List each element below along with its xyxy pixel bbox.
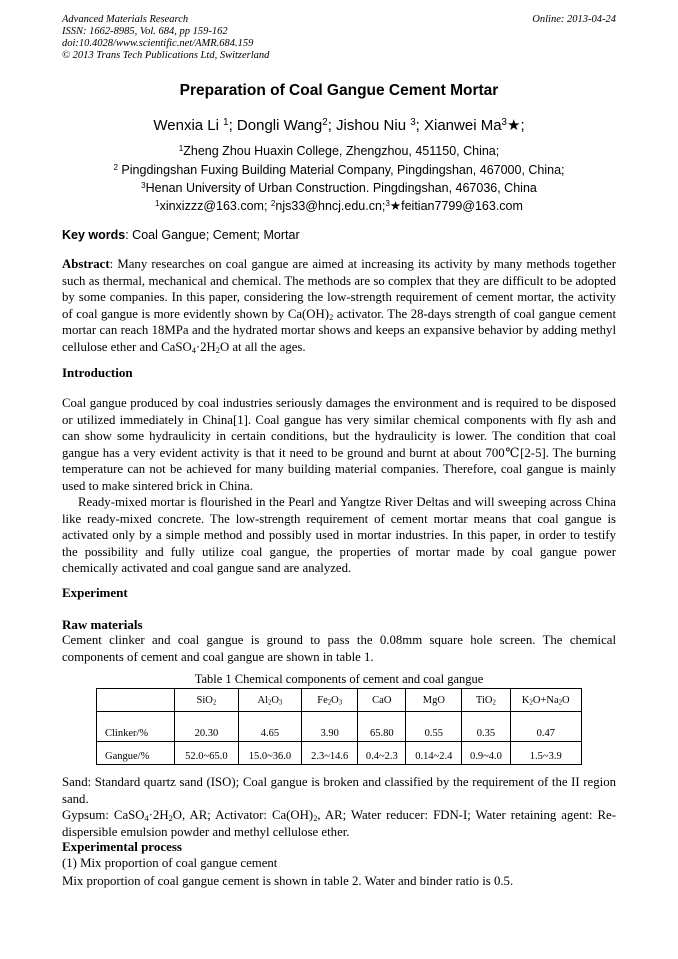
header-fe2o3: $Fe_2O_3$ — [302, 689, 358, 712]
subscript: 2 — [313, 814, 318, 824]
author-emails — [0, 197, 678, 216]
affil-mark: 1 — [155, 198, 160, 208]
subscript: 2 — [215, 345, 220, 355]
affiliation-2 — [0, 161, 678, 180]
subscript: 2 — [168, 814, 173, 824]
materials-text-span: Gypsum: CaSO — [62, 808, 145, 822]
table-cell: 0.47 — [510, 712, 581, 742]
page-header — [62, 14, 616, 62]
table-cell: 0.35 — [462, 712, 510, 742]
table-cell: 0.14~2.4 — [406, 742, 462, 765]
chemical-components-table — [96, 688, 582, 765]
author-list-end: ; — [520, 117, 525, 134]
author-name: ; Xianwei Ma — [415, 117, 502, 134]
header-al2o3: $Al_2O_3$ — [238, 689, 302, 712]
author-name: ; Dongli Wang — [228, 117, 323, 134]
table-header-row — [97, 689, 582, 712]
affil-text: Pingdingshan Fuxing Building Material Company, Pingdingshan, 467000, China; — [117, 163, 565, 177]
doi-line: doi:10.4028/www.scientific.net/AMR.684.159 — [62, 38, 254, 49]
introduction-heading: Introduction — [62, 365, 133, 380]
author-name: ; Jishou Niu — [327, 117, 411, 134]
header-tio2: TiO$_2$ — [462, 689, 510, 712]
affil-mark: 2 — [113, 162, 118, 172]
table-cell: 65.80 — [358, 712, 406, 742]
keywords-label: Key words — [62, 228, 126, 242]
experimental-process-heading: Experimental process — [62, 839, 182, 854]
author-affil-mark: 3 — [410, 117, 416, 129]
affil-mark: 1 — [178, 143, 184, 153]
subscript: 4 — [144, 814, 149, 824]
affil-mark: 2 — [270, 198, 276, 208]
introduction-body — [62, 395, 616, 577]
table-cell: 20.30 — [175, 712, 239, 742]
affiliation-1 — [0, 142, 678, 161]
table-cell: 2.3~14.6 — [302, 742, 358, 765]
header-sio2: SiO$_2$ — [175, 689, 239, 712]
corresponding-author-star: ★ — [506, 117, 521, 134]
raw-materials-text: Cement clinker and coal gangue is ground to pass the 0.08mm square hole screen. The chemical components of cement and coal gangue are shown in table 1. — [62, 633, 616, 664]
table-cell: 0.55 — [406, 712, 462, 742]
table-cell: 3.90 — [302, 712, 358, 742]
intro-paragraph-1: Coal gangue produced by coal industries seriously damages the environment and is required to be disposed or utilized immediately in China[1]. Coal gangue has very similar chemical components with fly ash and can show some hydraulicity in certain conditions, but the hydraulicity is lower. The condition that coal gangue has a very evident activity is that it need to be ground and burnt at about 700℃[2-5]. The burning temperature can not be achieved for many building material companies. Therefore, coal gangue is mainly used to make sintered brick in China. — [62, 396, 616, 493]
subscript: 2 — [329, 312, 334, 322]
materials-text-span: O, AR; Activator: Ca(OH) — [172, 808, 314, 822]
author-list — [0, 116, 678, 134]
author-name: Wenxia Li — [153, 117, 224, 134]
email-link[interactable]: njs33@hncj.edu.cn; — [275, 199, 386, 213]
keywords-text: : Coal Gangue; Cement; Mortar — [125, 228, 300, 242]
subscript: 4 — [191, 345, 196, 355]
header-k2o-na2o: $K_2O+Na_2O$ — [510, 689, 581, 712]
abstract-text: ·2H — [195, 339, 216, 354]
abstract — [62, 256, 616, 355]
table-corner-cell — [97, 689, 175, 712]
author-affil-mark: 1 — [223, 117, 229, 129]
sand-paragraph: Sand: Standard quartz sand (ISO); Coal gangue is broken and classified by the requirement of the II region sand. — [62, 775, 616, 806]
materials-text-span: ·2H — [148, 808, 169, 822]
table-caption: Table 1 Chemical components of cement and coal gangue — [194, 672, 484, 686]
email-link[interactable]: xinxizzz@163.com; — [159, 199, 271, 213]
process-item-1: (1) Mix proportion of coal gangue cement — [62, 856, 278, 870]
abstract-text: activator. The 28-days strength of coal gangue cement mortar can reach 18MPa and the hydrated mortar shows and keeps an expansive behavior by adding methyl cellulose ether and CaSO — [62, 306, 616, 354]
header-cao: CaO — [358, 689, 406, 712]
keywords — [62, 228, 300, 242]
abstract-paragraph — [62, 256, 616, 355]
affil-text: Henan University of Urban Construction. Pingdingshan, 467036, China — [145, 181, 537, 195]
email-link[interactable]: ★feitian7799@163.com — [389, 199, 523, 213]
experiment-heading: Experiment — [62, 585, 128, 600]
paper-title: Preparation of Coal Gangue Cement Mortar — [179, 82, 499, 99]
copyright-line: © 2013 Trans Tech Publications Ltd, Switzerland — [62, 50, 270, 61]
online-date: Online: 2013-04-24 — [532, 14, 616, 25]
affil-mark: 3 — [385, 198, 390, 208]
process-item-1-text: Mix proportion of coal gangue cement is shown in table 2. Water and binder ratio is 0.5. — [62, 874, 514, 888]
abstract-label: Abstract — [62, 257, 110, 271]
raw-materials-heading: Raw materials — [62, 617, 143, 632]
table-cell: 52.0~65.0 — [175, 742, 239, 765]
table-cell: 4.65 — [238, 712, 302, 742]
header-mgo: MgO — [406, 689, 462, 712]
row-label: Clinker/% — [97, 712, 175, 742]
row-label: Gangue/% — [97, 742, 175, 765]
author-affil-mark: 3 — [501, 117, 507, 129]
journal-name: Advanced Materials Research — [62, 14, 189, 25]
table-cell: 0.4~2.3 — [358, 742, 406, 765]
gypsum-paragraph — [62, 807, 616, 840]
issn-line: ISSN: 1662-8985, Vol. 684, pp 159-162 — [62, 26, 228, 37]
table-row — [97, 712, 582, 742]
affil-mark: 3 — [141, 180, 146, 190]
table-cell: 0.9~4.0 — [462, 742, 510, 765]
author-affil-mark: 2 — [322, 117, 328, 129]
abstract-text: O at all the ages. — [219, 339, 306, 354]
intro-paragraph-2: Ready-mixed mortar is flourished in the Pearl and Yangtze River Deltas and will sweeping across China like ready-mixed concrete. The low-strength requirement of cement mortar means that coal gangue is activated only by a simple method and possibly used in mortar industries. In this paper, in order to testify the possibility and fully utilize coal gangue, the properties of mortar made by coal gangue power chemically activated and coal gangue sand are analyzed. — [62, 495, 616, 575]
table-row — [97, 742, 582, 765]
materials-text — [62, 774, 616, 840]
materials-text-span: , AR; Water reducer: FDN-I; Water retaining agent: Re-dispersible emulsion powder and methyl cellulose ether. — [62, 808, 616, 839]
affiliation-3 — [0, 179, 678, 198]
abstract-text: : Many researches on coal gangue are aimed at increasing its activity by many methods together such as thermal, mechanical and chemical. The methods are so complex that they are difficult to be adopted by some companies. In this paper, considering the low-strength requirement of cement mortar, the activity of coal gangue is more evidently shown by Ca(OH) — [62, 257, 616, 321]
table-cell: 1.5~3.9 — [510, 742, 581, 765]
table-cell: 15.0~36.0 — [238, 742, 302, 765]
affil-text: Zheng Zhou Huaxin College, Zhengzhou, 451150, China; — [183, 144, 500, 158]
